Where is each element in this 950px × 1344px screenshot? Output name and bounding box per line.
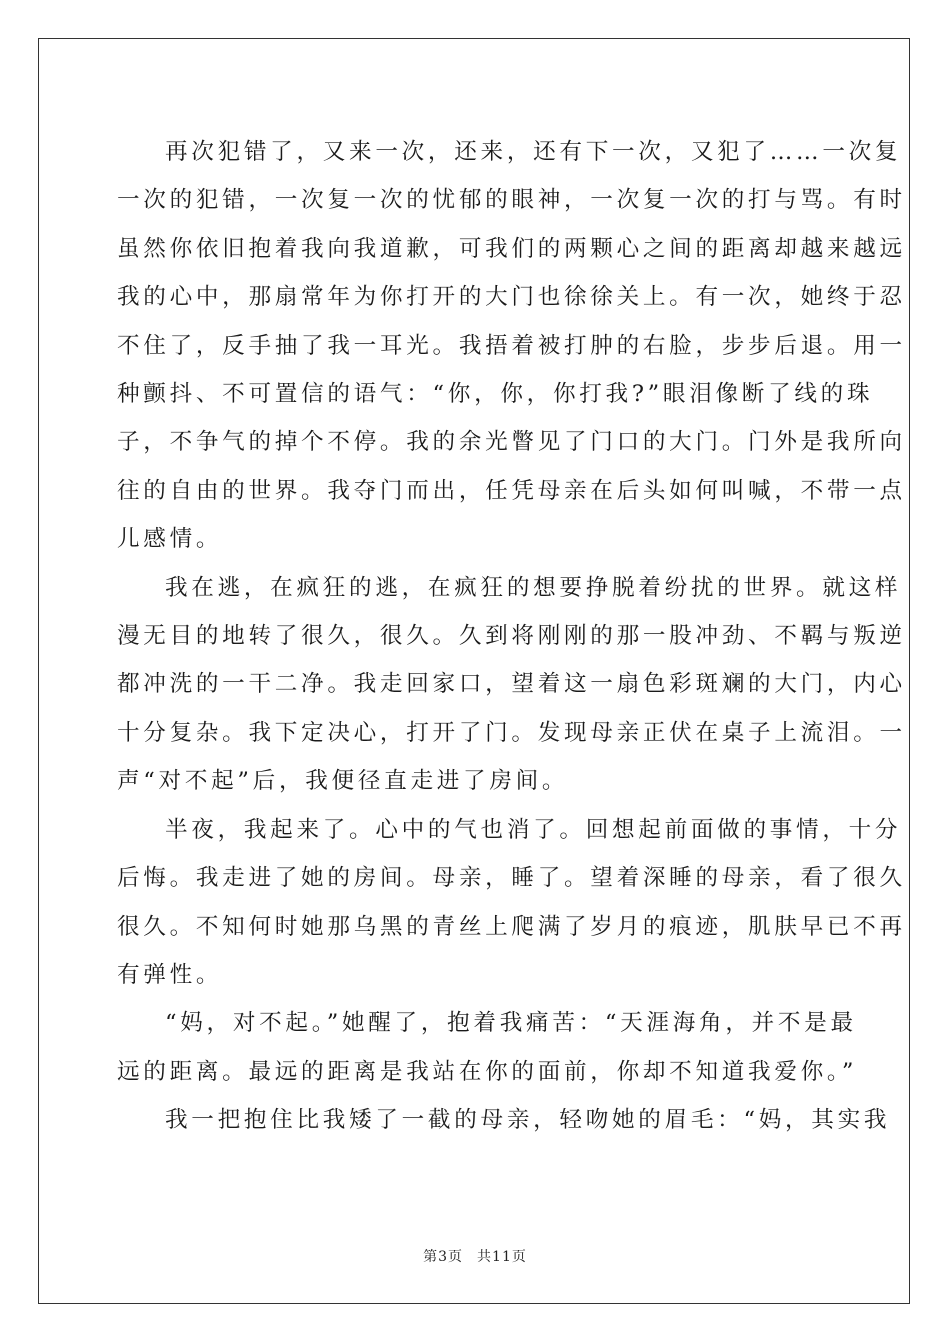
text-line: 后悔。我走进了她的房间。母亲，睡了。望着深睡的母亲，看了很久	[117, 865, 906, 892]
paragraph	[117, 564, 906, 806]
text-line: 一次的犯错，一次复一次的忧郁的眼神，一次复一次的打与骂。有时	[117, 187, 906, 214]
text-line: 种颤抖、不可置信的语气：“你，你，你打我?”眼泪像断了线的珠	[117, 381, 874, 408]
text-line: 远的距离。最远的距离是我站在你的面前，你却不知道我爱你。”	[117, 1058, 858, 1085]
text-line: 我在逃，在疯狂的逃，在疯狂的想要挣脱着纷扰的世界。就这样	[165, 574, 902, 601]
text-line: “妈，对不起。”她醒了，抱着我痛苦：“天涯海角，并不是最	[165, 1010, 857, 1037]
paragraph	[117, 806, 906, 1000]
text-line: 再次犯错了，又来一次，还来，还有下一次，又犯了……一次复	[165, 139, 902, 165]
page-footer	[0, 1246, 950, 1266]
text-line: 往的自由的世界。我夺门而出，任凭母亲在后头如何叫喊，不带一点	[117, 477, 906, 504]
text-line: 声“对不起”后，我便径直走进了房间。	[117, 768, 569, 795]
paragraph	[117, 999, 858, 1096]
text-line: 我的心中，那扇常年为你打开的大门也徐徐关上。有一次，她终于忍	[117, 284, 906, 311]
paragraph	[117, 1096, 891, 1144]
text-line: 我一把抱住比我矮了一截的母亲，轻吻她的眉毛：“妈，其实我	[165, 1107, 891, 1134]
text-line: 儿感情。	[117, 526, 223, 553]
text-line: 十分复杂。我下定决心，打开了门。发现母亲正伏在桌子上流泪。一	[117, 719, 906, 746]
text-line: 都冲洗的一干二净。我走回家口，望着这一扇色彩斑斓的大门，内心	[117, 671, 906, 698]
text-line: 子，不争气的掉个不停。我的余光瞥见了门口的大门。门外是我所向	[117, 429, 906, 456]
text-line: 很久。不知何时她那乌黑的青丝上爬满了岁月的痕迹，肌肤早已不再	[117, 913, 906, 940]
document-body	[117, 128, 906, 1145]
text-line: 半夜，我起来了。心中的气也消了。回想起前面做的事情，十分	[165, 816, 902, 843]
paragraph	[117, 128, 906, 564]
text-line: 不住了，反手抽了我一耳光。我捂着被打肿的右脸，步步后退。用一	[117, 332, 906, 359]
text-line: 有弹性。	[117, 961, 223, 988]
text-line: 漫无目的地转了很久，很久。久到将刚刚的那一股冲劲、不羁与叛逆	[117, 623, 906, 650]
page-number: 第3页	[423, 1249, 464, 1265]
text-line: 虽然你依旧抱着我向我道歉，可我们的两颗心之间的距离却越来越远	[117, 235, 906, 262]
page-total: 共11页	[477, 1249, 527, 1265]
